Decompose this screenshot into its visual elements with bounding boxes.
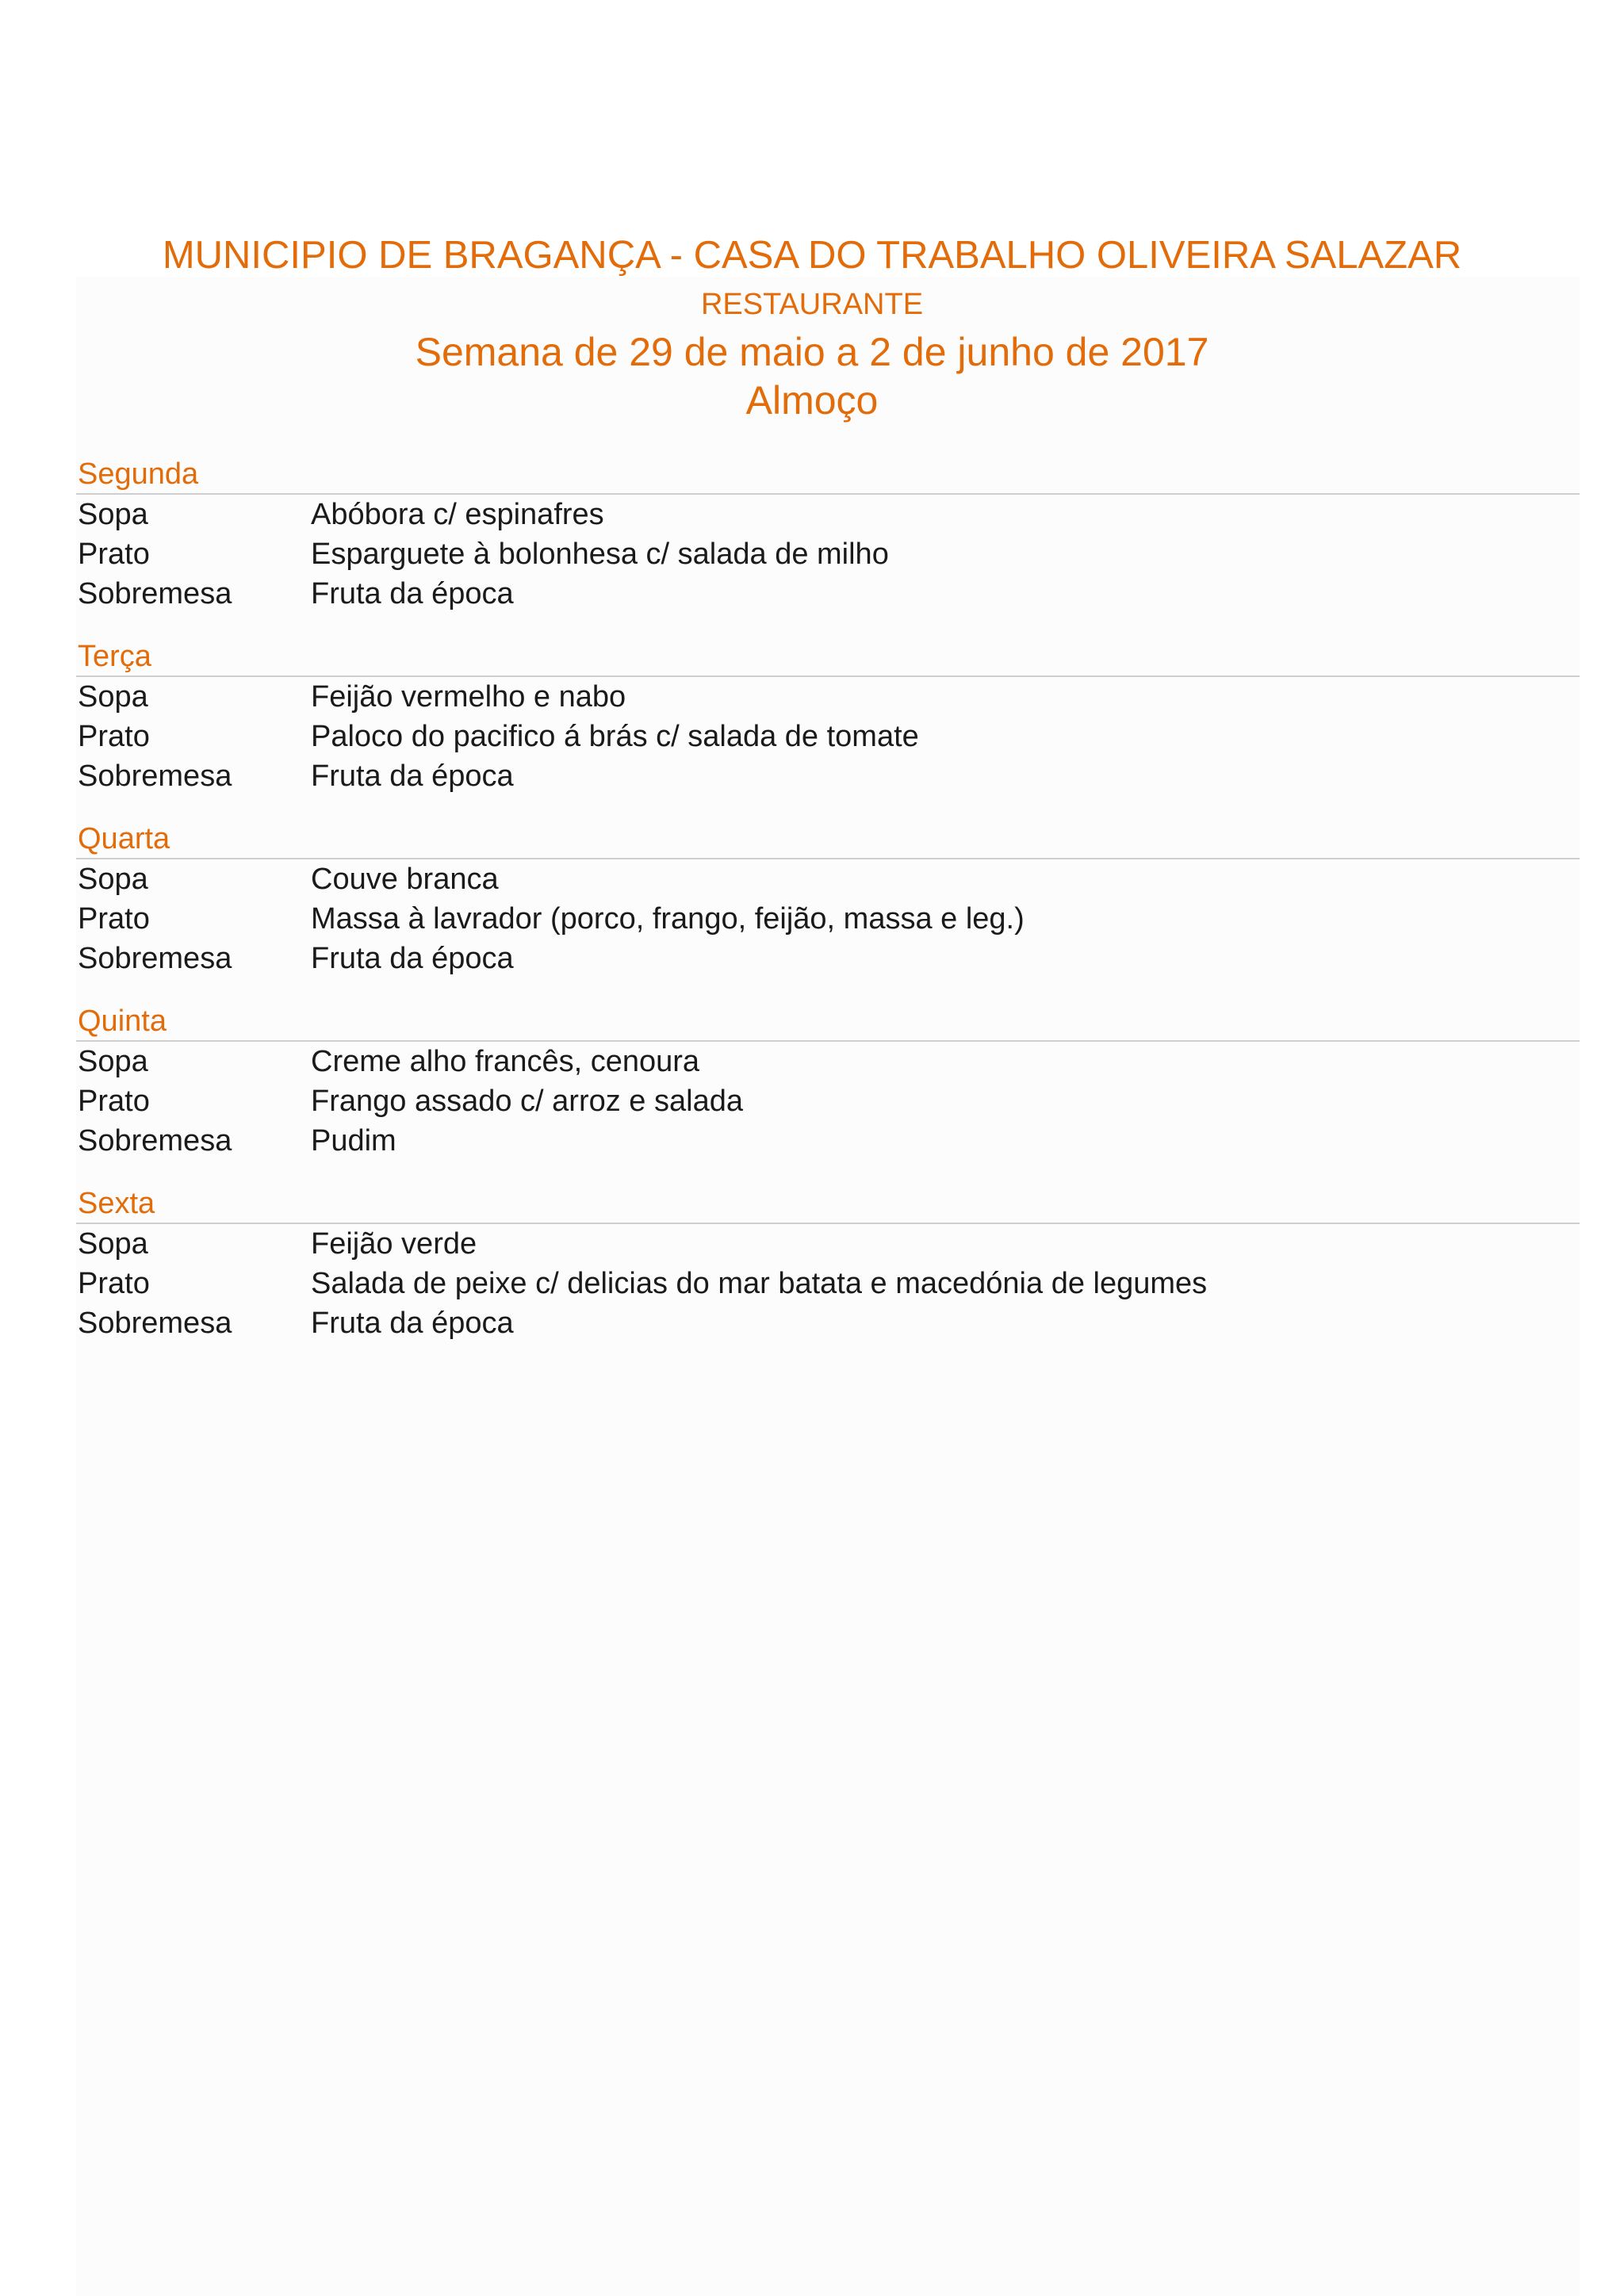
page-subtitle: RESTAURANTE [700,288,924,321]
course-dish: Fruta da época [311,942,514,975]
course-label: Sopa [78,1045,148,1078]
course-dish: Couve branca [311,863,499,896]
course-label: Sopa [78,1227,148,1261]
course-label: Sobremesa [78,760,232,793]
day-divider [76,493,1580,495]
course-label: Prato [78,538,150,571]
course-label: Sopa [78,863,148,896]
course-label: Sobremesa [78,577,232,610]
day-divider [76,675,1580,677]
day-divider [76,858,1580,859]
course-dish: Fruta da época [311,577,514,610]
course-dish: Massa à lavrador (porco, frango, feijão, massa e leg.) [311,902,1025,936]
course-dish: Feijão vermelho e nabo [311,680,626,714]
course-dish: Salada de peixe c/ delicias do mar batata e macedónia de legumes [311,1267,1208,1300]
day-divider [76,1040,1580,1042]
course-dish: Feijão verde [311,1227,477,1261]
page-title: MUNICIPIO DE BRAGANÇA - CASA DO TRABALHO OLIVEIRA SALAZAR [162,234,1462,277]
course-dish: Fruta da época [311,1307,514,1340]
course-dish: Pudim [311,1124,396,1158]
course-dish: Creme alho francês, cenoura [311,1045,700,1078]
meal-name: Almoço [745,378,879,423]
day-heading-quarta: Quarta [78,822,170,855]
course-label: Sobremesa [78,1124,232,1158]
course-label: Sopa [78,498,148,531]
course-label: Sobremesa [78,942,232,975]
course-label: Prato [78,720,150,753]
day-heading-quinta: Quinta [78,1004,167,1038]
day-heading-terca: Terça [78,640,151,673]
day-heading-sexta: Sexta [78,1187,155,1220]
course-label: Sopa [78,680,148,714]
course-label: Prato [78,1267,150,1300]
day-divider [76,1223,1580,1224]
course-dish: Paloco do pacifico á brás c/ salada de tomate [311,720,919,753]
course-label: Prato [78,902,150,936]
course-label: Prato [78,1085,150,1118]
course-dish: Fruta da época [311,760,514,793]
course-dish: Esparguete à bolonhesa c/ salada de milho [311,538,889,571]
course-dish: Abóbora c/ espinafres [311,498,604,531]
day-heading-segunda: Segunda [78,457,199,491]
course-dish: Frango assado c/ arroz e salada [311,1085,743,1118]
week-range: Semana de 29 de maio a 2 de junho de 2017 [415,330,1209,374]
course-label: Sobremesa [78,1307,232,1340]
